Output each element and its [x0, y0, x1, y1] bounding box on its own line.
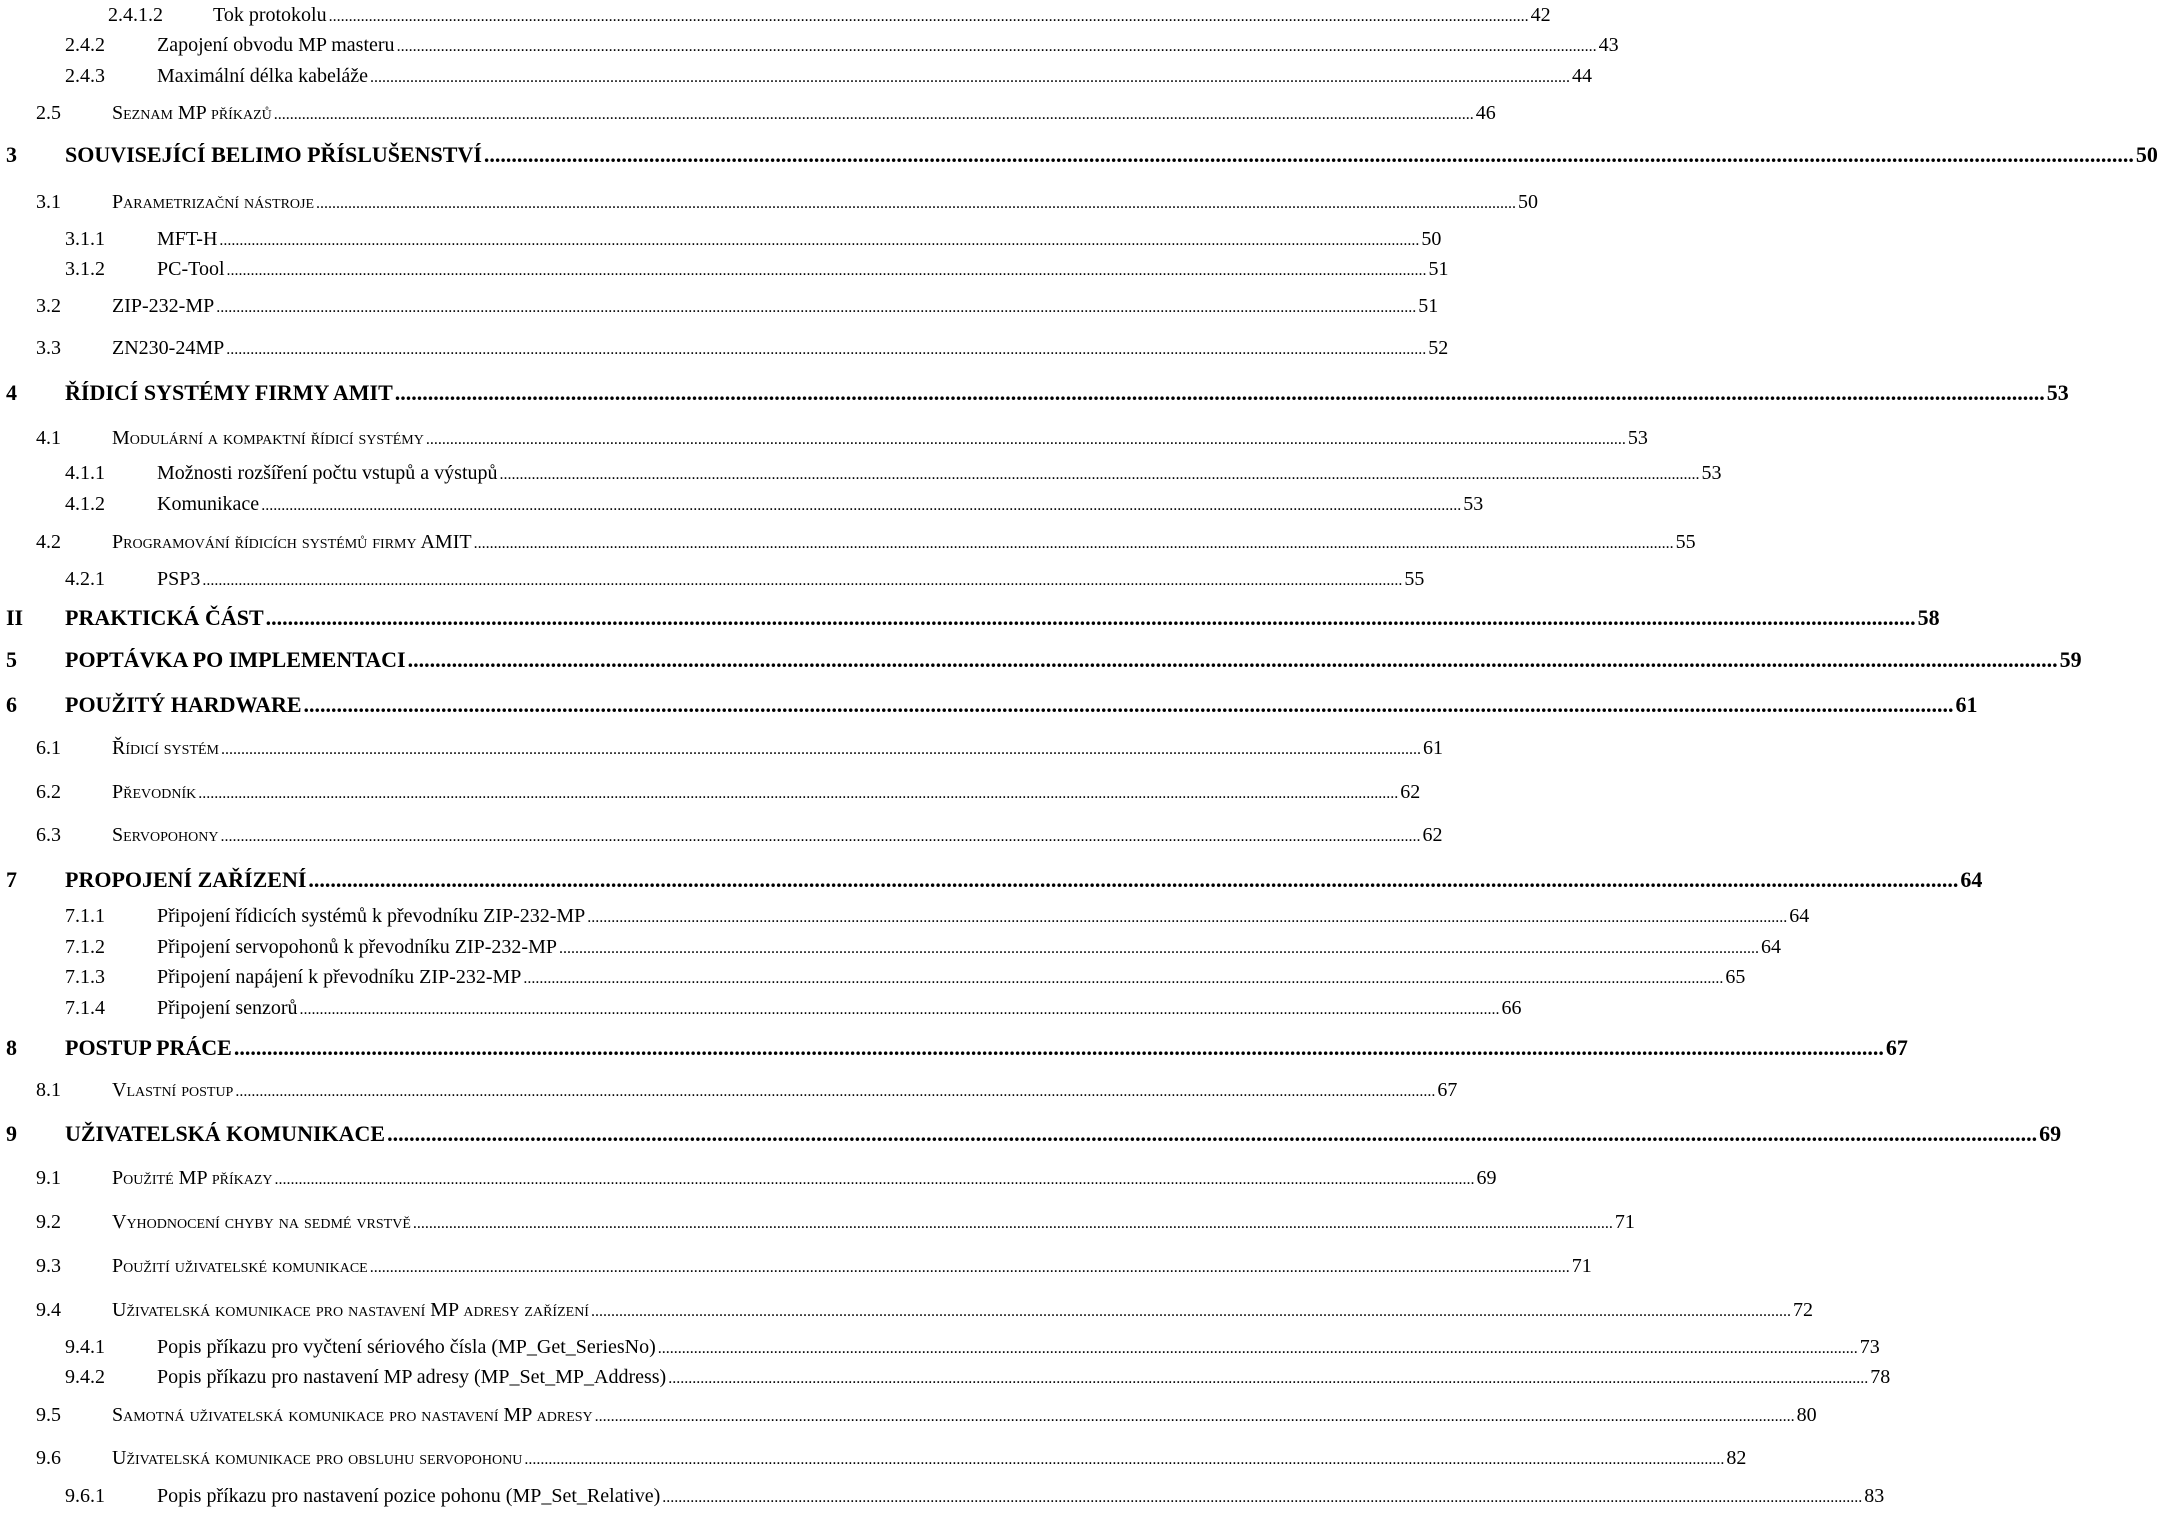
toc-entry-page: 59 [2059, 647, 2082, 672]
dot-leader: ............................................................................................................................................................................................................................................................................................................ [594, 1408, 1795, 1425]
toc-entry-title: Samotná uživatelská komunikace pro nastavení MP adresy [112, 1404, 593, 1426]
toc-entry-number: 7.1.3 [65, 966, 105, 988]
toc-entry[interactable] [0, 962, 1746, 992]
toc-entry-page: 46 [1475, 102, 1496, 124]
toc-entry[interactable] [0, 564, 1425, 594]
dot-leader: ............................................................................................................................................................................................................................................................................................................ [590, 1303, 1791, 1320]
dot-leader: ............................................................................................................................................................................................................................................................................................................ [261, 497, 1462, 514]
toc-entry-page: 67 [1885, 1035, 1908, 1060]
dot-leader: ............................................................................................................................................................................................................................................................................................................ [233, 1035, 1884, 1060]
dot-leader: ............................................................................................................................................................................................................................................................................................................ [499, 466, 1700, 483]
toc-entry-title: Vyhodnocení chyby na sedmé vrstvě [112, 1211, 411, 1233]
toc-entry-number: 7.1.4 [65, 997, 105, 1019]
toc-entry-title: Připojení senzorů [157, 997, 298, 1019]
toc-entry-page: 71 [1614, 1211, 1635, 1233]
toc-entry-title: Modulární a kompaktní řídicí systémy [112, 427, 424, 449]
toc-entry-title: POUŽITÝ HARDWARE [65, 692, 302, 717]
dot-leader: ............................................................................................................................................................................................................................................................................................................ [524, 1451, 1725, 1468]
toc-entry-title: Seznam MP příkazů [112, 102, 272, 124]
toc-entry-number: 3.1.2 [65, 258, 105, 280]
toc-entry[interactable] [0, 901, 1810, 931]
toc-entry[interactable] [0, 224, 1442, 254]
toc-entry[interactable] [0, 187, 1539, 217]
dot-leader: ............................................................................................................................................................................................................................................................................................................ [220, 828, 1421, 845]
dot-leader: ............................................................................................................................................................................................................................................................................................................ [303, 692, 1954, 717]
dot-leader: ............................................................................................................................................................................................................................................................................................................ [226, 341, 1427, 358]
toc-entry-number: 9.4.2 [65, 1366, 105, 1388]
toc-entry-number: 7.1.2 [65, 936, 105, 958]
toc-entry-number: 9.4.1 [65, 1336, 105, 1358]
toc-entry-title: ZN230-24MP [112, 337, 225, 359]
dot-leader: ............................................................................................................................................................................................................................................................................................................ [558, 940, 1759, 957]
toc-entry-page: 65 [1725, 966, 1746, 988]
toc-entry[interactable] [0, 140, 2158, 170]
toc-entry-page: 58 [1917, 605, 1940, 630]
dot-leader: ............................................................................................................................................................................................................................................................................................................ [216, 299, 1417, 316]
toc-entry-title: Připojení řídicích systémů k převodníku ZIP-232-MP [157, 905, 586, 927]
toc-entry[interactable] [0, 98, 1496, 128]
dot-leader: ............................................................................................................................................................................................................................................................................................................ [587, 909, 1788, 926]
toc-entry-title: Programování řídicích systémů firmy AMIT [112, 531, 472, 553]
toc-entry[interactable] [0, 1033, 1908, 1063]
toc-entry-page: 42 [1530, 4, 1551, 26]
toc-entry-title: Uživatelská komunikace pro nastavení MP adresy zařízení [112, 1299, 589, 1321]
dot-leader: ............................................................................................................................................................................................................................................................................................................ [221, 741, 1422, 758]
toc-entry-page: 64 [1960, 867, 1983, 892]
toc-entry-title: Možnosti rozšíření počtu vstupů a výstupů [157, 462, 498, 484]
toc-entry-title: Parametrizační nástroje [112, 191, 315, 213]
toc-entry-title: POPTÁVKA PO IMPLEMENTACI [65, 647, 406, 672]
toc-entry[interactable] [0, 1163, 1497, 1193]
dot-leader: ............................................................................................................................................................................................................................................................................................................ [316, 195, 1517, 212]
toc-entry[interactable] [0, 333, 1449, 363]
toc-entry-number: 6 [6, 692, 17, 717]
toc-entry-number: 8.1 [36, 1079, 61, 1101]
toc-entry-number: II [6, 605, 24, 630]
toc-entry-number: 3.1.1 [65, 228, 105, 250]
toc-entry[interactable] [0, 1443, 1747, 1473]
toc-entry-title: Převodník [112, 781, 197, 803]
toc-entry[interactable] [0, 733, 1444, 763]
toc-entry-title: Použité MP příkazy [112, 1167, 273, 1189]
toc-entry-number: 6.2 [36, 781, 61, 803]
toc-entry-number: 7 [6, 867, 17, 892]
toc-entry-title: UŽIVATELSKÁ KOMUNIKACE [65, 1121, 386, 1146]
toc-entry-number: 4 [6, 380, 17, 405]
toc-entry-page: 55 [1675, 531, 1696, 553]
toc-entry[interactable] [0, 30, 1619, 60]
toc-entry-page: 55 [1404, 568, 1425, 590]
toc-entry[interactable] [0, 1400, 1817, 1430]
toc-entry-number: 4.1.1 [65, 462, 105, 484]
toc-entry[interactable] [0, 1119, 2062, 1149]
toc-entry-number: 9 [6, 1121, 17, 1146]
toc-entry-page: 66 [1501, 997, 1522, 1019]
dot-leader: ............................................................................................................................................................................................................................................................................................................ [407, 647, 2058, 672]
dot-leader: ............................................................................................................................................................................................................................................................................................................ [523, 970, 1724, 987]
toc-entry-title: Připojení napájení k převodníku ZIP-232-MP [157, 966, 522, 988]
dot-leader: ............................................................................................................................................................................................................................................................................................................ [483, 142, 2134, 167]
toc-entry-title: Maximální délka kabeláže [157, 65, 369, 87]
toc-entry-title: Popis příkazu pro vyčtení sériového čísla (MP_Get_SeriesNo) [157, 1336, 656, 1358]
toc-entry-number: 6.3 [36, 824, 61, 846]
toc-entry-title: Vlastní postup [112, 1079, 234, 1101]
toc-entry-number: 2.4.2 [65, 34, 105, 56]
toc-entry-number: 9.1 [36, 1167, 61, 1189]
toc-entry-number: 4.2.1 [65, 568, 105, 590]
toc-entry-title: Komunikace [157, 493, 260, 515]
toc-entry-page: 43 [1598, 34, 1619, 56]
dot-leader: ............................................................................................................................................................................................................................................................................................................ [370, 69, 1571, 86]
toc-entry-number: 9.4 [36, 1299, 61, 1321]
toc-entry-number: 9.2 [36, 1211, 61, 1233]
toc-entry[interactable] [0, 820, 1443, 850]
toc-entry-title: POSTUP PRÁCE [65, 1035, 232, 1060]
toc-entry[interactable] [0, 777, 1421, 807]
toc-entry-number: 2.5 [36, 102, 61, 124]
toc-entry-title: Řídicí systém [112, 737, 220, 759]
toc-entry-number: 3.3 [36, 337, 61, 359]
dot-leader: ............................................................................................................................................................................................................................................................................................................ [387, 1121, 2038, 1146]
toc-entry-page: 53 [2046, 380, 2069, 405]
dot-leader: ............................................................................................................................................................................................................................................................................................................ [473, 535, 1674, 552]
toc-entry-number: 6.1 [36, 737, 61, 759]
toc-entry-page: 67 [1437, 1079, 1458, 1101]
dot-leader: ............................................................................................................................................................................................................................................................................................................ [299, 1001, 1500, 1018]
dot-leader: ............................................................................................................................................................................................................................................................................................................ [308, 867, 1959, 892]
toc-entry-title: Zapojení obvodu MP masteru [157, 34, 395, 56]
toc-entry-title: Popis příkazu pro nastavení pozice pohonu (MP_Set_Relative) [157, 1485, 661, 1507]
toc-entry-page: 51 [1418, 295, 1439, 317]
toc-entry-title: Popis příkazu pro nastavení MP adresy (MP_Set_MP_Address) [157, 1366, 667, 1388]
toc-entry-title: Tok protokolu [213, 4, 327, 26]
toc-entry-page: 78 [1870, 1366, 1891, 1388]
toc-entry-number: 9.6 [36, 1447, 61, 1469]
toc-entry-page: 61 [1955, 692, 1978, 717]
toc-entry-number: 3 [6, 142, 17, 167]
toc-entry-page: 50 [1421, 228, 1442, 250]
dot-leader: ............................................................................................................................................................................................................................................................................................................ [394, 380, 2045, 405]
toc-entry-title: PC-Tool [157, 258, 225, 280]
toc-entry-number: 2.4.3 [65, 65, 105, 87]
toc-entry[interactable] [0, 527, 1696, 557]
toc-entry[interactable] [0, 1362, 1891, 1392]
dot-leader: ............................................................................................................................................................................................................................................................................................................ [235, 1083, 1436, 1100]
toc-entry[interactable] [0, 254, 1449, 284]
toc-entry-page: 69 [1476, 1167, 1497, 1189]
toc-entry-title: MFT-H [157, 228, 218, 250]
toc-entry-number: 4.1.2 [65, 493, 105, 515]
toc-entry-title: PROPOJENÍ ZAŘÍZENÍ [65, 867, 307, 892]
toc-entry-page: 62 [1422, 824, 1443, 846]
toc-entry[interactable] [0, 645, 2082, 675]
toc-entry[interactable] [0, 61, 1593, 91]
toc-entry[interactable] [0, 423, 1648, 453]
dot-leader: ............................................................................................................................................................................................................................................................................................................ [198, 785, 1399, 802]
toc-entry[interactable] [0, 603, 1940, 633]
dot-leader: ............................................................................................................................................................................................................................................................................................................ [396, 38, 1597, 55]
toc-entry[interactable] [0, 865, 1983, 895]
toc-entry-number: 7.1.1 [65, 905, 105, 927]
toc-entry-title: Použití uživatelské komunikace [112, 1255, 368, 1277]
toc-entry-page: 80 [1796, 1404, 1817, 1426]
toc-entry[interactable] [0, 458, 1722, 488]
toc-entry-number: 9.5 [36, 1404, 61, 1426]
toc-entry-page: 69 [2039, 1121, 2062, 1146]
toc-entry-title: Připojení servopohonů k převodníku ZIP-232-MP [157, 936, 557, 958]
toc-entry-page: 50 [1518, 191, 1539, 213]
toc-entry-title: Servopohony [112, 824, 219, 846]
toc-entry[interactable] [0, 1481, 1885, 1511]
toc-entry-number: 4.2 [36, 531, 61, 553]
toc-entry-page: 82 [1726, 1447, 1747, 1469]
toc-entry-number: 8 [6, 1035, 17, 1060]
dot-leader: ............................................................................................................................................................................................................................................................................................................ [265, 605, 1916, 630]
toc-entry-number: 2.4.1.2 [108, 4, 163, 26]
toc-entry[interactable] [0, 1332, 1880, 1362]
toc-entry-page: 53 [1701, 462, 1722, 484]
toc-entry-page: 64 [1789, 905, 1810, 927]
toc-entry-page: 64 [1760, 936, 1781, 958]
toc-entry-page: 83 [1864, 1485, 1885, 1507]
toc-entry-number: 5 [6, 647, 17, 672]
toc-entry[interactable] [0, 1251, 1592, 1281]
dot-leader: ............................................................................................................................................................................................................................................................................................................ [668, 1370, 1869, 1387]
toc-entry[interactable] [0, 378, 2069, 408]
toc-entry[interactable] [0, 932, 1781, 962]
toc-entry-title: PSP3 [157, 568, 201, 590]
toc-entry[interactable] [0, 1075, 1458, 1105]
toc-entry-number: 9.6.1 [65, 1485, 105, 1507]
toc-entry[interactable] [0, 690, 1978, 720]
dot-leader: ............................................................................................................................................................................................................................................................................................................ [369, 1259, 1570, 1276]
toc-entry-number: 3.2 [36, 295, 61, 317]
dot-leader: ............................................................................................................................................................................................................................................................................................................ [202, 572, 1403, 589]
toc-entry[interactable] [0, 993, 1522, 1023]
toc-entry-page: 71 [1571, 1255, 1592, 1277]
toc-entry-page: 73 [1859, 1336, 1880, 1358]
toc-entry[interactable] [0, 1295, 1813, 1325]
toc-entry-number: 3.1 [36, 191, 61, 213]
toc-entry-page: 72 [1792, 1299, 1813, 1321]
toc-entry-title: Uživatelská komunikace pro obsluhu servopohonu [112, 1447, 523, 1469]
dot-leader: ............................................................................................................................................................................................................................................................................................................ [274, 1171, 1475, 1188]
dot-leader: ............................................................................................................................................................................................................................................................................................................ [219, 232, 1420, 249]
toc-entry-title: SOUVISEJÍCÍ BELIMO PŘÍSLUŠENSTVÍ [65, 142, 482, 167]
dot-leader: ............................................................................................................................................................................................................................................................................................................ [226, 262, 1427, 279]
toc-entry[interactable] [0, 1207, 1635, 1237]
dot-leader: ............................................................................................................................................................................................................................................................................................................ [657, 1340, 1858, 1357]
dot-leader: ............................................................................................................................................................................................................................................................................................................ [328, 8, 1529, 25]
dot-leader: ............................................................................................................................................................................................................................................................................................................ [273, 106, 1474, 123]
toc-entry-page: 53 [1463, 493, 1484, 515]
toc-entry-page: 52 [1428, 337, 1449, 359]
toc-entry-page: 51 [1428, 258, 1449, 280]
toc-entry-title: ŘÍDICÍ SYSTÉMY FIRMY AMIT [65, 380, 393, 405]
toc-entry-page: 61 [1423, 737, 1444, 759]
dot-leader: ............................................................................................................................................................................................................................................................................................................ [425, 431, 1626, 448]
toc-entry[interactable] [0, 0, 1551, 30]
toc-entry-page: 44 [1572, 65, 1593, 87]
toc-entry-page: 62 [1400, 781, 1421, 803]
toc-entry-page: 50 [2135, 142, 2158, 167]
dot-leader: ............................................................................................................................................................................................................................................................................................................ [412, 1215, 1613, 1232]
toc-entry-number: 9.3 [36, 1255, 61, 1277]
toc-entry-page: 53 [1627, 427, 1648, 449]
toc-entry[interactable] [0, 489, 1484, 519]
dot-leader: ............................................................................................................................................................................................................................................................................................................ [662, 1489, 1863, 1506]
toc-entry-title: PRAKTICKÁ ČÁST [65, 605, 264, 630]
toc-entry[interactable] [0, 291, 1439, 321]
toc-entry-number: 4.1 [36, 427, 61, 449]
toc-entry-title: ZIP-232-MP [112, 295, 215, 317]
